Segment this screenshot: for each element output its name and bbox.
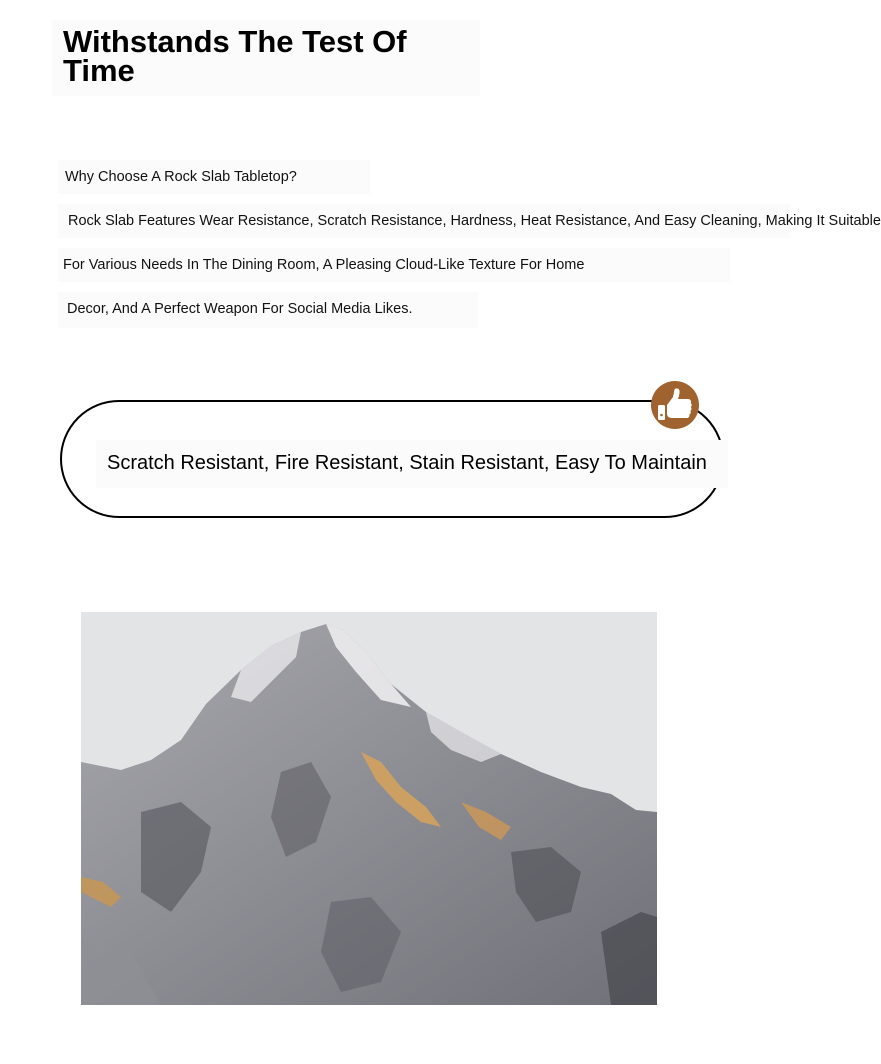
paragraph-line-3: Decor, And A Perfect Weapon For Social Media Likes.: [67, 301, 413, 317]
paragraph-line-2: For Various Needs In The Dining Room, A Pleasing Cloud-Like Texture For Home: [63, 257, 585, 273]
thumbs-up-icon: [651, 381, 699, 429]
mountain-image: [81, 612, 657, 1005]
paragraph-line-1: Rock Slab Features Wear Resistance, Scratch Resistance, Hardness, Heat Resistance, And Easy Cleaning, Making It Suitable: [68, 213, 881, 229]
mountain-illustration: [81, 612, 657, 1005]
feature-pill-text: Scratch Resistant, Fire Resistant, Stain Resistant, Easy To Maintain: [107, 452, 707, 474]
thumbs-up-badge: [651, 381, 699, 429]
section-question: Why Choose A Rock Slab Tabletop?: [65, 169, 297, 185]
page-title: Withstands The Test Of Time: [63, 24, 407, 88]
